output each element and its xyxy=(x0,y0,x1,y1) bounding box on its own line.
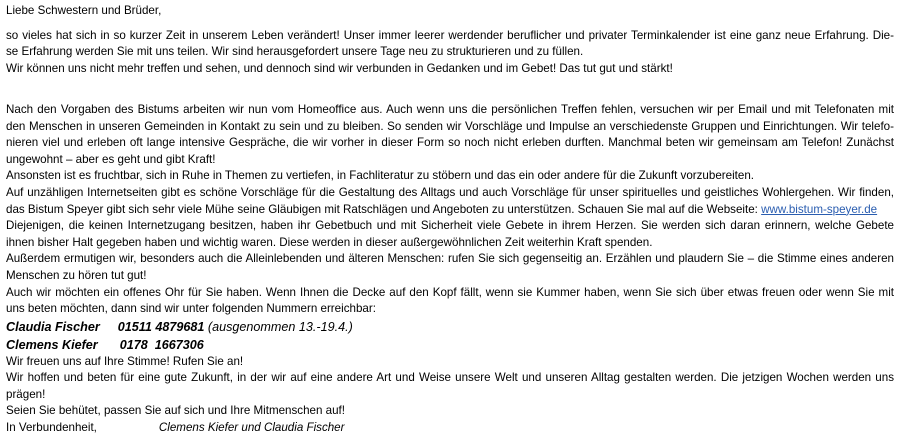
contact-name: Clemens Kiefer xyxy=(6,337,98,352)
paragraph-line: Wir können uns nicht mehr treffen und sehen, und dennoch sind wir verbunden in Gedanken und im Gebet! Das tut gut und stärkt! xyxy=(6,61,673,75)
paragraph-line: Wir freuen uns auf Ihre Stimme! Rufen Sie an! xyxy=(6,354,244,368)
contact-note: (ausgenommen 13.-19.4.) xyxy=(207,319,353,334)
contact-phone: 01511 4879681 xyxy=(117,319,205,334)
paragraph-line: Menschen zu hören tut gut! xyxy=(6,268,147,282)
contact-phone: 0178 1667306 xyxy=(119,337,204,352)
paragraph-line: den Menschen in unseren Gemeinden in Kontakt zu sein und zu bleiben. So senden wir Vorschläge und Impulse an verschiedenste Gruppen und Einrichtungen. Wir telefo- xyxy=(6,119,894,133)
bistum-website-link[interactable]: www.bistum-speyer.de xyxy=(761,202,878,216)
paragraph-line: Auch wir möchten ein offenes Ohr für Sie haben. Wenn Ihnen die Decke auf den Kopf fällt, wenn sie Kummer haben, wenn Sie sich über etwas freuen oder wenn Sie mit xyxy=(6,285,894,299)
paragraph-line: ungewohnt – aber es geht und gibt Kraft! xyxy=(6,152,216,166)
signature: Clemens Kiefer und Claudia Fischer xyxy=(158,421,345,435)
greeting: Liebe Schwestern und Brüder, xyxy=(6,4,162,17)
link-prefix-text: das Bistum Speyer gibt sich sehr viele Mühe seine Gläubigen mit Ratschlägen und Angeboten zu unterstützen. Schauen Sie mal auf die Webseite: xyxy=(6,202,762,216)
closing-text: In Verbundenheit, xyxy=(6,421,97,435)
paragraph-line: ihnen bisher Halt gegeben haben und wichtig waren. Diese werden in dieser außergewöhnlichen Zeit weiterhin Kraft spenden. xyxy=(6,235,653,249)
paragraph-line: Diejenigen, die keinen Internetzugang besitzen, haben ihr Gebetbuch und mit Sicherheit viele Gebete in ihrem Herzen. Sie werden sich daran erinnern, welche Gebete xyxy=(6,219,894,233)
paragraph-line: Ansonsten ist es fruchtbar, sich in Ruhe in Themen zu vertiefen, in Fachliteratur zu stöbern und das ein oder andere für die Zukunft vorzubereiten. xyxy=(6,169,755,183)
closing-line xyxy=(6,420,894,437)
contact-claudia-fischer xyxy=(6,318,894,336)
paragraph-line: se Erfahrung werden Sie mit uns teilen. Wir sind herausgefordert unsere Tage neu zu strukturieren und zu füllen. xyxy=(6,45,584,59)
contact-clemens-kiefer xyxy=(6,336,894,354)
paragraph-line: Nach den Vorgaben des Bistums arbeiten wir nun vom Homeoffice aus. Auch wenn uns die persönlichen Treffen fehlen, versuchen wir per Email und mit Telefonaten mit xyxy=(6,102,894,116)
paragraph-line: Außerdem ermutigen wir, besonders auch die Alleinlebenden und älteren Menschen: rufen Sie sich gegenseitig an. Erzählen und plaudern Sie – die Stimme eines anderen xyxy=(6,252,894,266)
contact-name: Claudia Fischer xyxy=(6,319,100,334)
paragraph-line: uns beten möchten, dann sind wir unter folgenden Nummern erreichbar: xyxy=(6,302,376,316)
paragraph-line: Wir hoffen und beten für eine gute Zukunft, in der wir auf eine andere Art und Weise unsere Welt und unseren Alltag gestalten werden. Die jetzigen Wochen werden uns xyxy=(6,371,894,385)
paragraph-line: prägen! xyxy=(6,387,46,401)
paragraph-line: so vieles hat sich in so kurzer Zeit in unserem Leben verändert! Unser immer leerer werdender beruflicher und privater Terminkalender ist eine ganz neue Erfahrung. Die- xyxy=(6,28,894,42)
paragraph-line: nieren viel und erleben oft lange intensive Gespräche, die wir vorher in dieser Form so noch nicht erleben durften. Manchmal beten wir gemeinsam am Telefon! Zunächst xyxy=(6,136,894,150)
paragraph-line: Auf unzähligen Internetseiten gibt es schöne Vorschläge für die Gestaltung des Alltags und auch Vorschläge für unser spirituelles und geistliches Wohlergehen. Wir finden, xyxy=(6,185,894,199)
paragraph-line-with-link xyxy=(6,202,894,219)
paragraph-line: Seien Sie behütet, passen Sie auf sich und Ihre Mitmenschen auf! xyxy=(6,404,346,418)
